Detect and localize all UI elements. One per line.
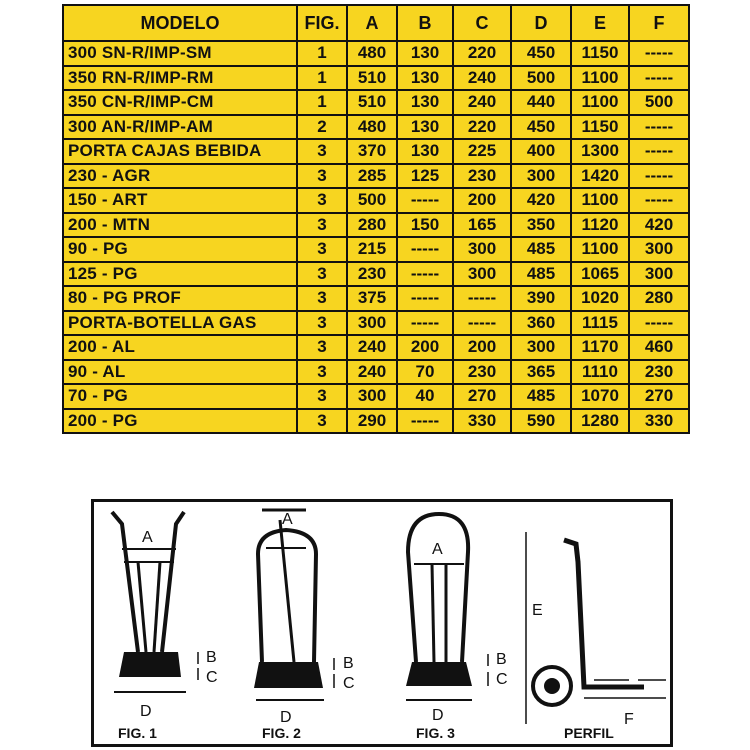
- cell-c: 270: [453, 384, 511, 409]
- cell-fig: 1: [297, 41, 347, 66]
- header-d: D: [511, 5, 571, 41]
- cell-modelo: 200 - MTN: [63, 213, 297, 238]
- cell-c: 330: [453, 409, 511, 434]
- cell-b: -----: [397, 188, 453, 213]
- header-b: B: [397, 5, 453, 41]
- cell-b: 130: [397, 41, 453, 66]
- cell-a: 300: [347, 384, 397, 409]
- fig3-trolley: [406, 514, 508, 741]
- cell-fig: 1: [297, 90, 347, 115]
- fig3-label-b: B: [496, 651, 507, 668]
- cell-modelo: 90 - PG: [63, 237, 297, 262]
- cell-f: -----: [629, 139, 689, 164]
- cell-d: 440: [511, 90, 571, 115]
- cell-e: 1300: [571, 139, 629, 164]
- table-row: [63, 164, 689, 189]
- figures-drawing: [94, 502, 670, 744]
- cell-f: -----: [629, 188, 689, 213]
- table-row: [63, 262, 689, 287]
- table-row: [63, 286, 689, 311]
- fig1-right-handle: [162, 512, 184, 652]
- table-row: [63, 409, 689, 434]
- cell-b: 40: [397, 384, 453, 409]
- cell-d: 450: [511, 115, 571, 140]
- cell-e: 1100: [571, 188, 629, 213]
- table-row: [63, 213, 689, 238]
- perfil-frame: [564, 540, 644, 687]
- cell-d: 590: [511, 409, 571, 434]
- fig3-label-d: D: [432, 707, 444, 724]
- cell-c: 165: [453, 213, 511, 238]
- cell-d: 390: [511, 286, 571, 311]
- cell-f: 420: [629, 213, 689, 238]
- cell-f: 300: [629, 237, 689, 262]
- cell-b: 130: [397, 66, 453, 91]
- cell-modelo: 300 SN-R/IMP-SM: [63, 41, 297, 66]
- cell-c: 200: [453, 188, 511, 213]
- cell-fig: 3: [297, 188, 347, 213]
- cell-b: -----: [397, 286, 453, 311]
- cell-e: 1115: [571, 311, 629, 336]
- cell-e: 1070: [571, 384, 629, 409]
- cell-e: 1100: [571, 237, 629, 262]
- cell-fig: 3: [297, 213, 347, 238]
- cell-b: -----: [397, 237, 453, 262]
- fig1-base: [119, 652, 181, 677]
- table-row: [63, 66, 689, 91]
- fig1-caption: FIG. 1: [118, 725, 157, 741]
- cell-fig: 3: [297, 311, 347, 336]
- cell-b: -----: [397, 311, 453, 336]
- cell-d: 300: [511, 164, 571, 189]
- header-modelo: MODELO: [63, 5, 297, 41]
- fig3-frame: [408, 514, 468, 662]
- cell-d: 365: [511, 360, 571, 385]
- cell-e: 1100: [571, 66, 629, 91]
- cell-d: 485: [511, 237, 571, 262]
- cell-fig: 3: [297, 335, 347, 360]
- cell-d: 360: [511, 311, 571, 336]
- table-header-row: [63, 5, 689, 41]
- table-row: [63, 139, 689, 164]
- cell-c: 240: [453, 66, 511, 91]
- fig2-center-bar: [280, 520, 294, 662]
- cell-d: 485: [511, 384, 571, 409]
- header-c: C: [453, 5, 511, 41]
- cell-fig: 3: [297, 262, 347, 287]
- cell-d: 500: [511, 66, 571, 91]
- cell-fig: 3: [297, 237, 347, 262]
- header-e: E: [571, 5, 629, 41]
- fig2-label-d: D: [280, 709, 292, 726]
- cell-a: 280: [347, 213, 397, 238]
- cell-a: 510: [347, 66, 397, 91]
- cell-fig: 3: [297, 384, 347, 409]
- cell-modelo: PORTA CAJAS BEBIDA: [63, 139, 297, 164]
- cell-e: 1100: [571, 90, 629, 115]
- cell-modelo: 70 - PG: [63, 384, 297, 409]
- cell-b: 130: [397, 115, 453, 140]
- cell-modelo: 80 - PG PROF: [63, 286, 297, 311]
- fig2-label-c: C: [343, 675, 355, 692]
- cell-f: 280: [629, 286, 689, 311]
- cell-d: 300: [511, 335, 571, 360]
- cell-a: 370: [347, 139, 397, 164]
- fig2-trolley: [254, 510, 355, 741]
- fig1-label-d: D: [140, 703, 152, 720]
- cell-b: 130: [397, 90, 453, 115]
- cell-f: 300: [629, 262, 689, 287]
- fig3-base: [406, 662, 472, 686]
- perfil-wheel-hub: [544, 678, 560, 694]
- cell-c: 220: [453, 41, 511, 66]
- cell-e: 1150: [571, 41, 629, 66]
- cell-modelo: 350 RN-R/IMP-RM: [63, 66, 297, 91]
- cell-a: 480: [347, 115, 397, 140]
- cell-fig: 3: [297, 139, 347, 164]
- cell-f: 330: [629, 409, 689, 434]
- cell-c: -----: [453, 311, 511, 336]
- cell-b: 130: [397, 139, 453, 164]
- table-row: [63, 115, 689, 140]
- cell-c: 230: [453, 360, 511, 385]
- cell-a: 285: [347, 164, 397, 189]
- cell-e: 1020: [571, 286, 629, 311]
- cell-f: -----: [629, 41, 689, 66]
- cell-e: 1065: [571, 262, 629, 287]
- cell-modelo: 230 - AGR: [63, 164, 297, 189]
- spec-table: [62, 4, 690, 434]
- table-body: [63, 41, 689, 433]
- cell-a: 240: [347, 335, 397, 360]
- cell-c: 300: [453, 237, 511, 262]
- fig3-left-bar: [432, 564, 434, 662]
- perfil-trolley: [526, 532, 666, 741]
- fig2-label-b: B: [343, 655, 354, 672]
- fig1-label-c: C: [206, 669, 218, 686]
- cell-fig: 2: [297, 115, 347, 140]
- cell-b: -----: [397, 409, 453, 434]
- cell-f: -----: [629, 164, 689, 189]
- cell-d: 450: [511, 41, 571, 66]
- cell-c: 225: [453, 139, 511, 164]
- table-row: [63, 311, 689, 336]
- perfil-label-f: F: [624, 711, 634, 728]
- cell-modelo: 300 AN-R/IMP-AM: [63, 115, 297, 140]
- table-row: [63, 360, 689, 385]
- cell-a: 215: [347, 237, 397, 262]
- cell-fig: 3: [297, 360, 347, 385]
- cell-e: 1170: [571, 335, 629, 360]
- cell-a: 300: [347, 311, 397, 336]
- cell-fig: 1: [297, 66, 347, 91]
- perfil-caption: PERFIL: [564, 725, 614, 741]
- cell-c: 220: [453, 115, 511, 140]
- cell-modelo: 125 - PG: [63, 262, 297, 287]
- fig3-label-a: A: [432, 541, 443, 558]
- perfil-label-e: E: [532, 602, 543, 619]
- cell-c: 300: [453, 262, 511, 287]
- cell-a: 240: [347, 360, 397, 385]
- cell-f: 460: [629, 335, 689, 360]
- cell-d: 350: [511, 213, 571, 238]
- cell-a: 290: [347, 409, 397, 434]
- cell-d: 485: [511, 262, 571, 287]
- fig3-label-c: C: [496, 671, 508, 688]
- header-a: A: [347, 5, 397, 41]
- table-row: [63, 41, 689, 66]
- cell-fig: 3: [297, 409, 347, 434]
- table-row: [63, 188, 689, 213]
- table-row: [63, 335, 689, 360]
- fig1-label-a: A: [142, 529, 153, 546]
- cell-b: 150: [397, 213, 453, 238]
- cell-b: 125: [397, 164, 453, 189]
- cell-fig: 3: [297, 164, 347, 189]
- cell-f: -----: [629, 311, 689, 336]
- cell-e: 1110: [571, 360, 629, 385]
- cell-e: 1420: [571, 164, 629, 189]
- cell-modelo: 90 - AL: [63, 360, 297, 385]
- cell-a: 375: [347, 286, 397, 311]
- fig2-caption: FIG. 2: [262, 725, 301, 741]
- fig1-left-handle: [112, 512, 138, 652]
- table-row: [63, 384, 689, 409]
- cell-fig: 3: [297, 286, 347, 311]
- fig2-label-a: A: [282, 511, 293, 528]
- cell-e: 1280: [571, 409, 629, 434]
- cell-modelo: PORTA-BOTELLA GAS: [63, 311, 297, 336]
- cell-f: 230: [629, 360, 689, 385]
- cell-d: 400: [511, 139, 571, 164]
- cell-f: 500: [629, 90, 689, 115]
- cell-e: 1150: [571, 115, 629, 140]
- figures-diagram: [91, 499, 673, 747]
- fig1-label-b: B: [206, 649, 217, 666]
- cell-c: 200: [453, 335, 511, 360]
- table-row: [63, 237, 689, 262]
- cell-a: 500: [347, 188, 397, 213]
- cell-b: -----: [397, 262, 453, 287]
- fig1-left-bar: [138, 562, 146, 652]
- cell-c: -----: [453, 286, 511, 311]
- cell-a: 480: [347, 41, 397, 66]
- cell-modelo: 200 - AL: [63, 335, 297, 360]
- fig2-base: [254, 662, 323, 688]
- table-row: [63, 90, 689, 115]
- cell-f: -----: [629, 66, 689, 91]
- cell-e: 1120: [571, 213, 629, 238]
- cell-modelo: 150 - ART: [63, 188, 297, 213]
- cell-b: 70: [397, 360, 453, 385]
- header-fig: FIG.: [297, 5, 347, 41]
- cell-a: 510: [347, 90, 397, 115]
- header-f: F: [629, 5, 689, 41]
- cell-a: 230: [347, 262, 397, 287]
- cell-modelo: 350 CN-R/IMP-CM: [63, 90, 297, 115]
- cell-c: 230: [453, 164, 511, 189]
- cell-c: 240: [453, 90, 511, 115]
- cell-f: 270: [629, 384, 689, 409]
- fig3-caption: FIG. 3: [416, 725, 455, 741]
- fig1-right-bar: [154, 562, 160, 652]
- cell-d: 420: [511, 188, 571, 213]
- cell-modelo: 200 - PG: [63, 409, 297, 434]
- cell-f: -----: [629, 115, 689, 140]
- fig1-trolley: [112, 512, 218, 741]
- cell-b: 200: [397, 335, 453, 360]
